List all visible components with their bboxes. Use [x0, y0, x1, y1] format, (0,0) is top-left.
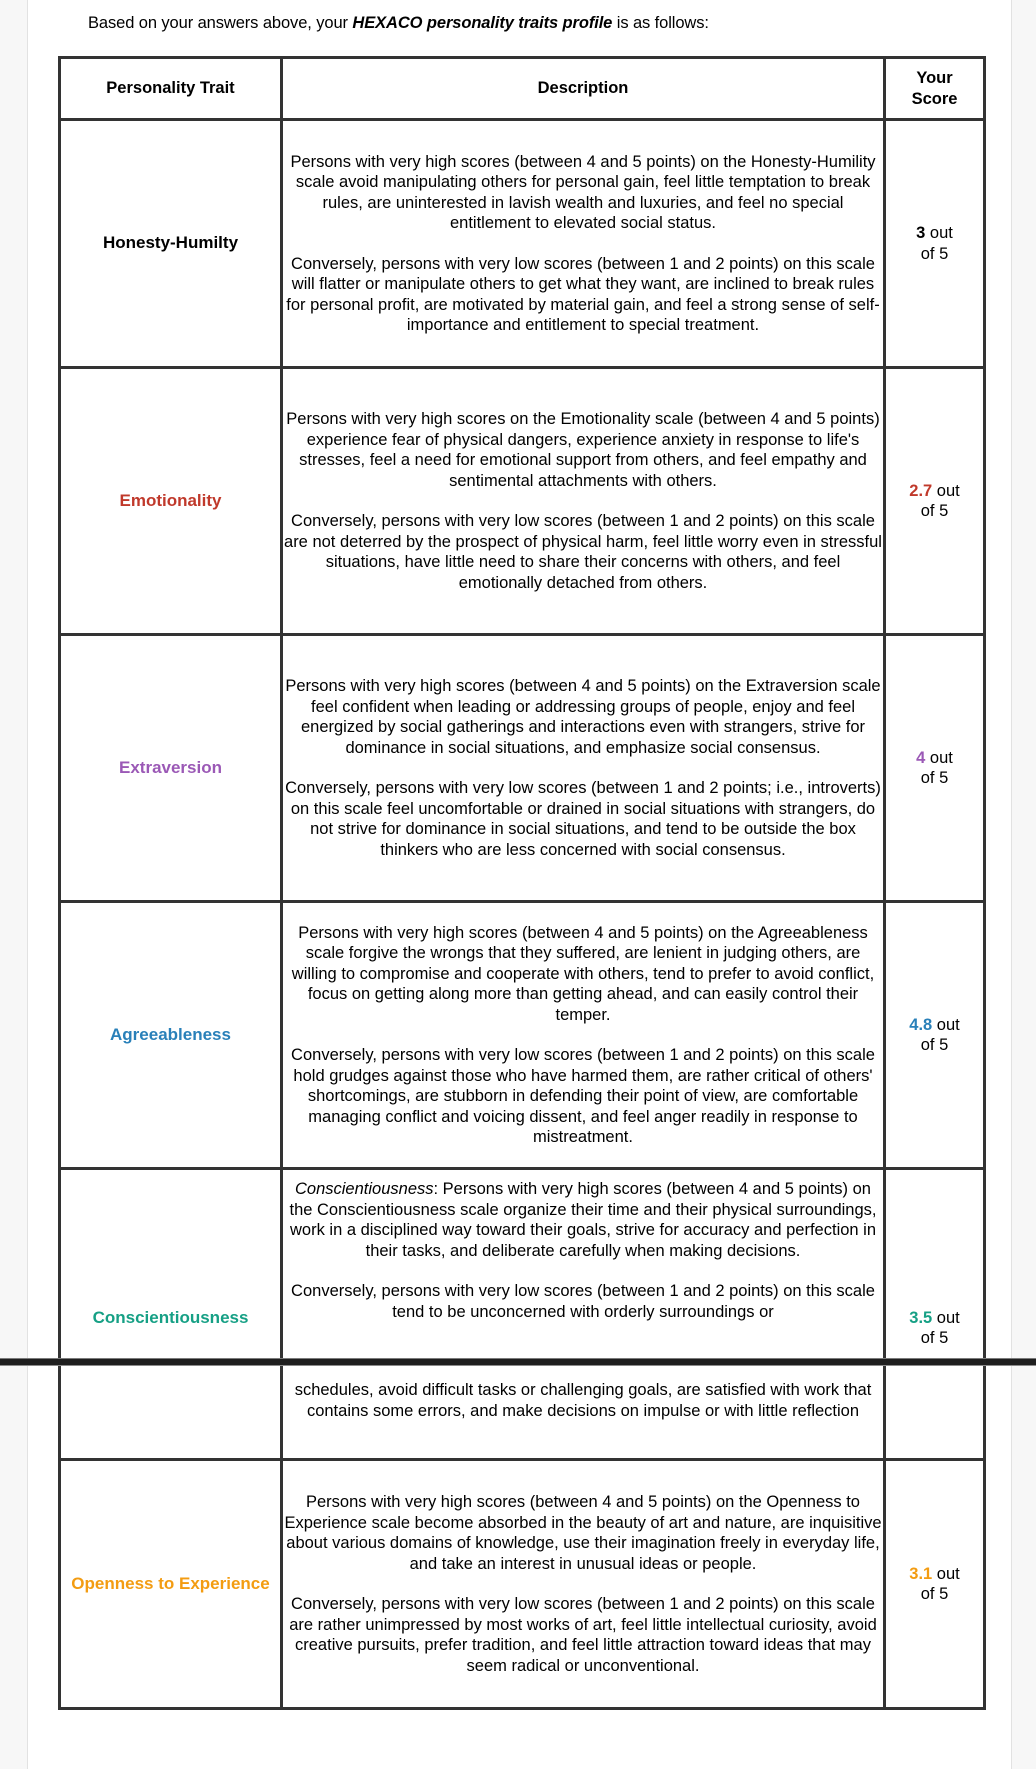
- score-suffix-out: out: [932, 1308, 960, 1327]
- trait-description: [282, 635, 885, 902]
- description-high: Persons with very high scores on the Emotionality scale (between 4 and 5 points) experience fear of physical dangers, experience anxiety in response to life's stresses, feel a need for emotional support from others, and feel empathy and sentimental attachments with others.: [286, 410, 880, 490]
- intro-text: [88, 14, 709, 33]
- intro-emphasis: HEXACO personality traits profile: [352, 14, 613, 32]
- score-suffix-out: out: [925, 224, 953, 242]
- score-value: 4: [916, 748, 926, 767]
- trait-name: Honesty-Humilty: [102, 233, 239, 253]
- trait-name: Emotionality: [119, 490, 222, 510]
- intro-suffix: is as follows:: [612, 14, 709, 32]
- description-high: Persons with very high scores (between 4 and 5 points) on the Honesty-Humility scale avoid manipulating others for personal gain, feel little temptation to break rules, are uninterested in lavish wealth and luxuries, and feel no special entitlement to elevated social status.: [290, 152, 876, 232]
- header-score-line2: Score: [911, 89, 958, 108]
- trait-score: [885, 1460, 985, 1709]
- score-suffix-of: of 5: [920, 1036, 949, 1054]
- score-value: 3.1: [909, 1564, 933, 1583]
- page-break-divider: [0, 1358, 1036, 1366]
- trait-name: Extraversion: [119, 757, 222, 777]
- trait-score: [885, 635, 985, 902]
- description-high: Persons with very high scores (between 4 and 5 points) on the Agreeableness scale forgive the wrongs that they suffered, are lenient in judging others, are willing to compromise and cooperate with others, tend to prefer to avoid conflict, focus on getting along more than getting ahead, and can easily control their temper.: [291, 923, 875, 1024]
- score-value: 3.5: [909, 1308, 933, 1327]
- header-description: Description: [282, 58, 885, 120]
- header-score-line1: Your: [916, 69, 953, 87]
- description-high-label: Conscientiousness: [295, 1180, 434, 1198]
- table-row-honesty-humility: [60, 120, 985, 368]
- table-row-conscientiousness: [60, 1169, 985, 1460]
- table-row-extraversion: [60, 635, 985, 902]
- table-header-row: [60, 58, 985, 120]
- header-trait: Personality Trait: [60, 58, 282, 120]
- trait-description: [282, 120, 885, 368]
- score-suffix-out: out: [932, 481, 960, 500]
- description-high: Persons with very high scores (between 4 and 5 points) on the Extraversion scale feel confident when leading or addressing groups of people, enjoy and feel energized by social gatherings and interactions even with strangers, strive for dominance in social situations, and emphasize social consensus.: [285, 677, 881, 757]
- description-low: Conversely, persons with very low scores (between 1 and 2 points) on this scale hold grudges against those who have harmed them, are rather critical of others' shortcomings, are stubborn in defending their point of view, are comfortable managing conflict and voicing dissent, and feel anger readily in response to mistreatment.: [291, 1046, 875, 1146]
- score-suffix-out: out: [932, 1564, 960, 1583]
- header-score: [885, 58, 985, 120]
- description-low: Conversely, persons with very low scores (between 1 and 2 points) on this scale are not deterred by the prospect of physical harm, feel little worry even in stressful situations, have little need to share their concerns with others, and feel emotionally detached from others.: [284, 512, 882, 592]
- description-low: Conversely, persons with very low scores (between 1 and 2 points; i.e., introverts) on this scale feel uncomfortable or drained in social situations with strangers, do not strive for dominance in social situations, and tend to be outside the box thinkers who are less concerned with social consensus.: [285, 779, 881, 859]
- description-low: Conversely, persons with very low scores (between 1 and 2 points) on this scale will flatter or manipulate others to get what they want, are inclined to break rules for personal profit, are motivated by material gain, and feel a strong sense of self-importance and entitlement to special treatment.: [286, 254, 880, 334]
- trait-description: [282, 1169, 885, 1460]
- intro-prefix: Based on your answers above, your: [88, 14, 353, 32]
- trait-description: [282, 368, 885, 635]
- description-high: [283, 1179, 883, 1261]
- trait-score: [885, 1169, 985, 1460]
- trait-description: [282, 902, 885, 1169]
- description-low-continued: schedules, avoid difficult tasks or challenging goals, are satisfied with work that contains some errors, and make decisions on impulse or with little reflection: [294, 1381, 872, 1420]
- table-row-agreeableness: [60, 902, 985, 1169]
- description-high-text: : Persons with very high scores (between 4 and 5 points) on the Conscientiousness scale organize their time and their physical surroundings, work in a disciplined way toward their goals, strive for accuracy and perfection in their tasks, and deliberate carefully when making decisions.: [289, 1180, 877, 1260]
- trait-score: [885, 368, 985, 635]
- trait-name: Openness to Experience: [71, 1573, 270, 1593]
- trait-score: [885, 902, 985, 1169]
- score-value: 3: [916, 224, 926, 242]
- table-row-openness: [60, 1460, 985, 1709]
- score-suffix-out: out: [932, 1015, 960, 1034]
- description-high: Persons with very high scores (between 4 and 5 points) on the Openness to Experience scale become absorbed in the beauty of art and nature, are inquisitive about various domains of knowledge, use their imagination freely in everyday life, and take an interest in unusual ideas or people.: [284, 1493, 882, 1573]
- score-suffix-of: of 5: [920, 769, 949, 787]
- description-low: Conversely, persons with very low scores (between 1 and 2 points) on this scale are rather unimpressed by most works of art, feel little intellectual curiosity, avoid creative pursuits, prefer tradition, and feel little attraction toward ideas that may seem radical or unconventional.: [289, 1595, 877, 1675]
- trait-description: [282, 1460, 885, 1709]
- page-break-gap: [283, 1322, 883, 1380]
- trait-name: Agreeableness: [110, 1024, 231, 1044]
- score-suffix-of: of 5: [920, 244, 949, 263]
- trait-score: [885, 120, 985, 368]
- score-value: 4.8: [909, 1015, 933, 1034]
- score-suffix-of: of 5: [920, 502, 949, 520]
- hexaco-profile-table: [58, 56, 986, 1710]
- table-row-emotionality: [60, 368, 985, 635]
- score-suffix-of: of 5: [920, 1329, 949, 1347]
- score-suffix-out: out: [925, 748, 953, 767]
- description-low: Conversely, persons with very low scores (between 1 and 2 points) on this scale tend to be unconcerned with orderly surroundings or: [291, 1282, 875, 1321]
- trait-name: Conscientiousness: [92, 1307, 249, 1327]
- score-suffix-of: of 5: [920, 1585, 949, 1603]
- score-value: 2.7: [909, 481, 933, 500]
